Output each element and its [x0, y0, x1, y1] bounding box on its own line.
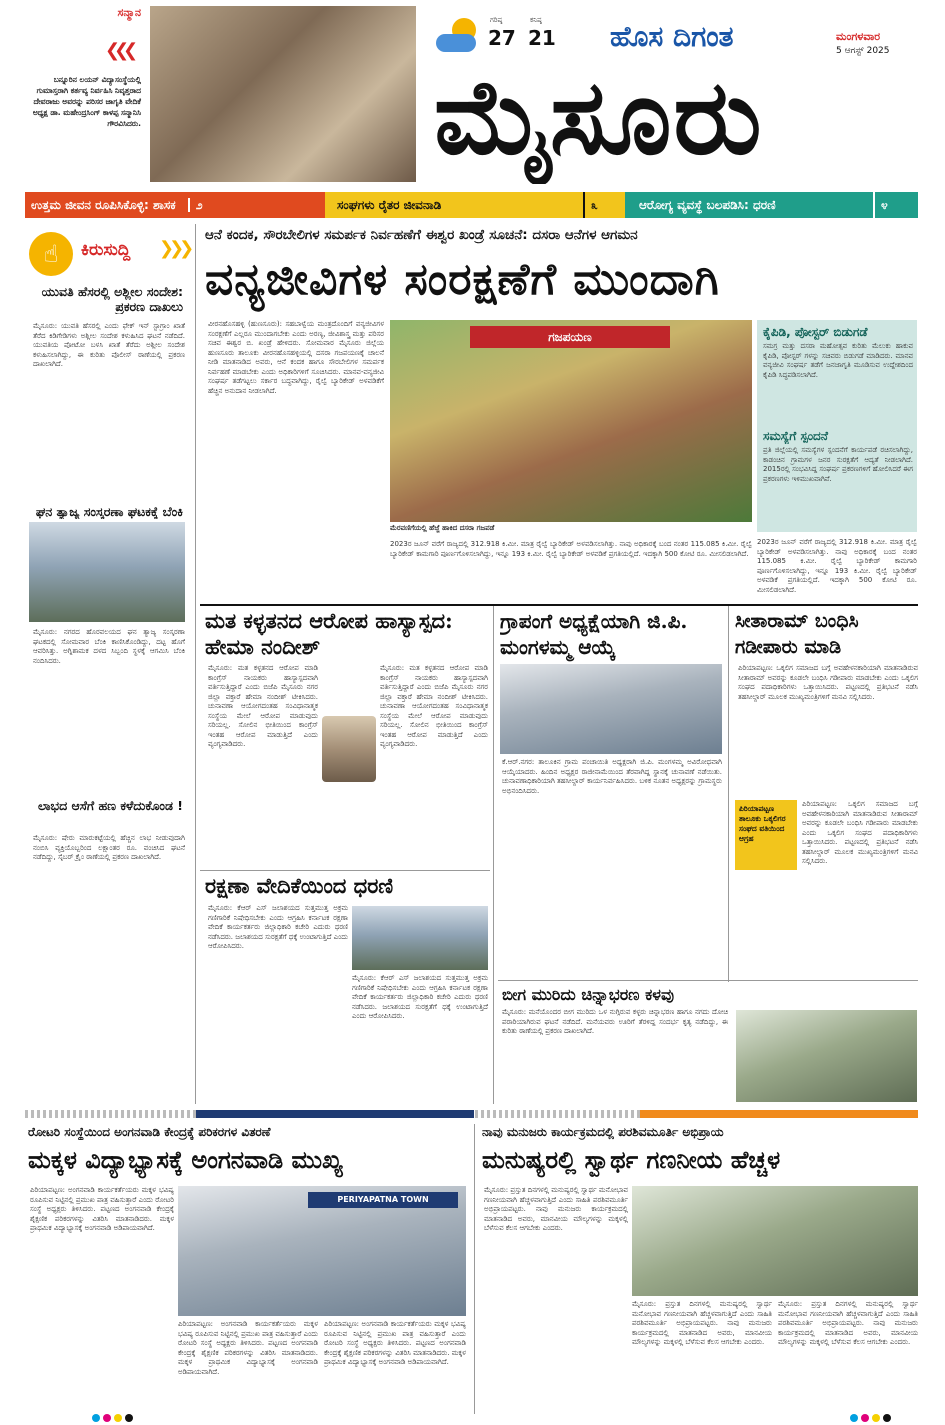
sitaram-body-2: ಪಿರಿಯಾಪಟ್ಟಣ: ಒಕ್ಕಲಿಗ ಸಮಾಜದ ಬಗ್ಗೆ ಅವಹೇಳನಕಾರಿಯಾಗಿ ಮಾತನಾಡಿರುವ ಸೀತಾರಾಮ್ ಅವರನ್ನು ಕೂಡಲೇ ಬಂಧಿಸಿ ಗಡೀಪಾರು ಮಾಡಬೇಕು ಎಂದು ಒಕ್ಕಲಿಗ ಸಂಘದ ಪದಾಧಿಕಾರಿಗಳು ಒತ್ತಾಯಿಸಿದರು. ಪಟ್ಟಣದಲ್ಲಿ ಪ್ರತಿಭಟನೆ ನಡೆಸಿ ತಹಸೀಲ್ದಾರ್ ಮೂಲಕ ಮುಖ್ಯಮಂತ್ರಿಗಳಿಗೆ ಮನವಿ ಸಲ್ಲಿಸಿದರು. — [802, 800, 918, 865]
lead-photo — [390, 320, 752, 522]
lead-headline: ವನ್ಯಜೀವಿಗಳ ಸಂರಕ್ಷಣೆಗೆ ಮುಂದಾಗಿ — [205, 254, 720, 305]
teaser-3-page: ೪ — [873, 192, 888, 218]
grapam-body: ಕೆ.ಆರ್.ನಗರ: ತಾಲೂಕಿನ ಗ್ರಾಮ ಪಂಚಾಯಿತಿ ಅಧ್ಯಕ್ಷರಾಗಿ ಜಿ.ಪಿ. ಮಂಗಳಮ್ಮ ಅವಿರೋಧವಾಗಿ ಆಯ್ಕೆಯಾದರು. ಹಿಂದಿನ ಅಧ್ಯಕ್ಷರ ರಾಜೀನಾಮೆಯಿಂದ ತೆರವಾಗಿದ್ದ ಸ್ಥಾನಕ್ಕೆ ಚುನಾವಣೆ ನಡೆಯಿತು. ಚುನಾವಣಾಧಿಕಾರಿಯಾಗಿ ತಹಸೀಲ್ದಾರ್ ಕಾರ್ಯನಿರ್ವಹಿಸಿದರು. ಬಳಿಕ ನೂತನ ಅಧ್ಯಕ್ಷರನ್ನು ಗ್ರಾಮಸ್ಥರು ಅಭಿನಂದಿಸಿದರು. — [502, 758, 722, 795]
masthead — [0, 0, 945, 190]
lead-body: ವೀರನಹೊಸಹಳ್ಳಿ (ಹುಣಸೂರು): ಸಹಬಾಳ್ವೆಯ ಮಂತ್ರದೊಂದಿಗೆ ವನ್ಯಜೀವಿಗಳ ಸಂರಕ್ಷಣೆಗೆ ಎಲ್ಲರೂ ಮುಂದಾಗಬೇಕು ಎಂದು ಅರಣ್ಯ, ಜೀವಿಶಾಸ್ತ್ರ ಮತ್ತು ಪರಿಸರ ಸಚಿವ ಈಶ್ವರ ಬಿ. ಖಂಡ್ರೆ ಹೇಳಿದರು. ಸೋಮವಾರ ಮೈಸೂರು ಜಿಲ್ಲೆಯ ಹುಣಸೂರು ತಾಲೂಕು ವೀರನಹೊಸಹಳ್ಳಿಯಲ್ಲಿ ದಸರಾ ಗಜಪಯಣಕ್ಕೆ ಚಾಲನೆ ನೀಡಿ ಮಾತನಾಡಿದ ಅವರು, ಆನೆ ಕಂದಕ ಹಾಗೂ ಸೌರಬೇಲಿಗಳ ಸಮರ್ಪಕ ನಿರ್ವಹಣೆ ಮಾಡಬೇಕು ಎಂದು ಅಧಿಕಾರಿಗಳಿಗೆ ಸೂಚಿಸಿದರು. ಮಾನವ-ವನ್ಯಜೀವಿ ಸಂಘರ್ಷ ತಡೆಗಟ್ಟಲು ಸರ್ಕಾರ ಬದ್ಧವಾಗಿದ್ದು, ರೈಲ್ವೆ ಬ್ಯಾರಿಕೇಡ್ ಅಳವಡಿಕೆಗೆ ಹೆಚ್ಚಿನ ಅನುದಾನ ನೀಡಲಾಗಿದೆ. — [208, 320, 384, 395]
grapam-headline: ಗ್ರಾಪಂಗೆ ಅಧ್ಯಕ್ಷೆಯಾಗಿ ಜಿ.ಪಿ. ಮಂಗಳಮ್ಮ ಆಯ್ಕೆ — [500, 609, 688, 659]
lead-body-3: 2023ರ ಜೂನ್ ವರೆಗೆ ರಾಜ್ಯದಲ್ಲಿ 312.918 ಕಿ.ಮೀ. ಮಾತ್ರ ರೈಲ್ವೆ ಬ್ಯಾರಿಕೇಡ್ ಅಳವಡಿಸಲಾಗಿತ್ತು. ನಾವು ಅಧಿಕಾರಕ್ಕೆ ಬಂದ ನಂತರ 115.085 ಕಿ.ಮೀ. ರೈಲ್ವೆ ಬ್ಯಾರಿಕೇಡ್ ಕಾಮಗಾರಿ ಪೂರ್ಣಗೊಳಿಸಲಾಗಿದ್ದು, ಇನ್ನೂ 193 ಕಿ.ಮೀ. ರೈಲ್ವೆ ಬ್ಯಾರಿಕೇಡ್ ಅಳವಡಿಕೆ ಪ್ರಗತಿಯಲ್ಲಿದೆ. ಇದಕ್ಕಾಗಿ 500 ಕೋಟಿ ರೂ. ಮೀಸಲಿಡಲಾಗಿದೆ. — [757, 538, 917, 594]
kirusuddi-column — [25, 224, 190, 1104]
rakshana-body-2: ಮೈಸೂರು: ಕೆಆರ್ ಎಸ್ ಜಲಾಶಯದ ಸುತ್ತಮುತ್ತ ಅಕ್ರಮ ಗಣಿಗಾರಿಕೆ ನಿಷೇಧಿಸಬೇಕು ಎಂದು ಆಗ್ರಹಿಸಿ ಕರ್ನಾಟಕ ರಕ್ಷಣಾ ವೇದಿಕೆ ಕಾರ್ಯಕರ್ತರು ಜಿಲ್ಲಾಧಿಕಾರಿ ಕಚೇರಿ ಎದುರು ಧರಣಿ ನಡೆಸಿದರು. ಜಲಾಶಯದ ಸುರಕ್ಷತೆಗೆ ಧಕ್ಕೆ ಉಂಟಾಗುತ್ತಿದೆ ಎಂದು ಆರೋಪಿಸಿದರು. — [352, 974, 488, 1020]
side-box-2-body: ಪ್ರತಿ ಜಿಲ್ಲೆಯಲ್ಲಿ ಸಮಸ್ಯೆಗಳ ಸ್ಪಂದನೆಗೆ ಕಾರ್ಯಪಡೆ ರಚಿಸಲಾಗಿದ್ದು, ಕಾಡಂಚಿನ ಗ್ರಾಮಗಳ ಜನರ ಸುರಕ್ಷತೆಗೆ ಆದ್ಯತೆ ನೀಡಲಾಗಿದೆ. 2015ರಲ್ಲಿ ಸಂಭವಿಸಿದ್ದ ಸಂಘರ್ಷ ಪ್ರಕರಣಗಳಿಗೆ ಹೋಲಿಸಿದರೆ ಈಗ ಪ್ರಕರಣಗಳು ಇಳಿಮುಖವಾಗಿವೆ. — [763, 446, 913, 483]
anganwadi-body-2: ಪಿರಿಯಾಪಟ್ಟಣ: ಅಂಗನವಾಡಿ ಕಾರ್ಯಕರ್ತೆಯರು ಮಕ್ಕಳ ಭವಿಷ್ಯ ರೂಪಿಸುವ ನಿಟ್ಟಿನಲ್ಲಿ ಪ್ರಮುಖ ಪಾತ್ರ ವಹಿಸುತ್ತಾರೆ ಎಂದು ರೋಟರಿ ಸಂಸ್ಥೆ ಅಧ್ಯಕ್ಷರು ತಿಳಿಸಿದರು. ಪಟ್ಟಣದ ಅಂಗನವಾಡಿ ಕೇಂದ್ರಕ್ಕೆ ಶೈಕ್ಷಣಿಕ ಪರಿಕರಗಳನ್ನು ವಿತರಿಸಿ ಮಾತನಾಡಿದರು. ಮಕ್ಕಳ ಪ್ರಾಥಮಿಕ ವಿದ್ಯಾಭ್ಯಾಸಕ್ಕೆ ಅಂಗನವಾಡಿ ಅಡಿಪಾಯವಾಗಿದೆ. — [178, 1320, 318, 1376]
lead-body-2: 2023ರ ಜೂನ್ ವರೆಗೆ ರಾಜ್ಯದಲ್ಲಿ 312.918 ಕಿ.ಮೀ. ಮಾತ್ರ ರೈಲ್ವೆ ಬ್ಯಾರಿಕೇಡ್ ಅಳವಡಿಸಲಾಗಿತ್ತು. ನಾವು ಅಧಿಕಾರಕ್ಕೆ ಬಂದ ನಂತರ 115.085 ಕಿ.ಮೀ. ರೈಲ್ವೆ ಬ್ಯಾರಿಕೇಡ್ ಕಾಮಗಾರಿ ಪೂರ್ಣಗೊಳಿಸಲಾಗಿದ್ದು, ಇನ್ನೂ 193 ಕಿ.ಮೀ. ರೈಲ್ವೆ ಬ್ಯಾರಿಕೇಡ್ ಅಳವಡಿಕೆ ಪ್ರಗತಿಯಲ್ಲಿದೆ. ಇದಕ್ಕಾಗಿ 500 ಕೋಟಿ ರೂ. ಮೀಸಲಿಡಲಾಗಿದೆ. — [390, 540, 752, 558]
masthead-photo-caption: ಬನ್ನೂರಿನ ಲಯನ್ ವಿದ್ಯಾಸಂಸ್ಥೆಯಲ್ಲಿ ಗುಮಾಸ್ತರಾಗಿ ಕರ್ತವ್ಯ ನಿರ್ವಹಿಸಿ ನಿವೃತ್ತರಾದ ದೇವರಾಜು ಅವರನ್ನು ಪರಿಸರ ಜಾಗೃತಿ ವೇದಿಕೆ ಅಧ್ಯಕ್ಷ ಡಾ. ಮಹೇಂದ್ರಸಿಂಗ್ ಕಾಳಪ್ಪ ಸನ್ಮಾನಿಸಿ ಗೌರವಿಸಿದರು. — [32, 75, 141, 128]
issue-date: 5 ಆಗಸ್ಟ್ 2025 — [836, 46, 890, 56]
anganwadi-kicker: ರೋಟರಿ ಸಂಸ್ಥೆಯಿಂದ ಅಂಗನವಾಡಿ ಕೇಂದ್ರಕ್ಕೆ ಪರಿಕರಗಳ ವಿತರಣೆ — [28, 1125, 271, 1139]
kirusuddi-label: ಕಿರುಸುದ್ದಿ — [81, 240, 131, 260]
issue-day: ಮಂಗಳವಾರ — [836, 30, 881, 43]
side-box-1-body: ಸಮಗ್ರ ಮತ್ತು ದಸರಾ ಮಹೋತ್ಸವ ಕುರಿತು ಮೆಲುಕು ಹಾಕುವ ಕೈಪಿಡಿ, ಪೋಸ್ಟರ್ ಗಳನ್ನು ಸಚಿವರು ಬಿಡುಗಡೆ ಮಾಡಿದರು. ಮಾನವ ವನ್ಯಜೀವಿ ಸಂಘರ್ಷ ತಡೆಗೆ ಜನಜಾಗೃತಿ ಮೂಡಿಸುವ ಉದ್ದೇಶದಿಂದ ಕೈಪಿಡಿ ಸಿದ್ಧಪಡಿಸಲಾಗಿದೆ. — [763, 342, 913, 379]
hema-headline: ಮತ ಕಳ್ಳತನದ ಆರೋಪ ಹಾಸ್ಯಾಸ್ಪದ: ಹೇಮಾ ನಂದೀಶ್ — [205, 608, 453, 659]
hema-portrait — [322, 716, 376, 782]
chinna-body: ಮೈಸೂರು: ಮನೆಯೊಂದರ ಬೀಗ ಮುರಿದು ಒಳ ನುಗ್ಗಿರುವ ಕಳ್ಳರು ಚಿನ್ನಾಭರಣ ಹಾಗೂ ನಗದು ದೋಚಿ ಪರಾರಿಯಾಗಿರುವ ಘಟನೆ ನಡೆದಿದೆ. ಮನೆಯವರು ಊರಿಗೆ ತೆರಳಿದ್ದ ಸಂದರ್ಭ ಕೃತ್ಯ ನಡೆದಿದ್ದು, ಈ ಕುರಿತು ಠಾಣೆಯಲ್ಲಿ ಪ್ರಕರಣ ದಾಖಲಾಗಿದೆ. — [502, 1008, 728, 1035]
bottom-accent-orange — [640, 1110, 918, 1118]
manushya-headline: ಮನುಷ್ಯರಲ್ಲಿ ಸ್ವಾರ್ಥ ಗಣನೀಯ ಹೆಚ್ಚಳ — [482, 1145, 781, 1174]
registration-marks-left — [92, 1414, 142, 1424]
anganwadi-photo-banner: PERIYAPATNA TOWN — [308, 1192, 458, 1208]
teaser-1[interactable] — [25, 192, 325, 218]
teaser-3-text: ಆರೋಗ್ಯ ವ್ಯವಸ್ಥೆ ಬಲಪಡಿಸಿ: ಧರಣಿ — [639, 198, 776, 212]
teaser-2[interactable] — [325, 192, 625, 218]
temp-max-label: ಗರಿಷ್ಠ — [490, 16, 503, 24]
chevron-right-icon: ❯❯❯ — [159, 238, 190, 259]
kirusuddi-item-2-photo — [29, 522, 185, 622]
teaser-1-text: ಉತ್ತಮ ಜೀವನ ರೂಪಿಸಿಕೊಳ್ಳಿ: ಶಾಸಕ — [31, 198, 176, 212]
sun-cloud-icon — [436, 18, 484, 54]
sitaram-body: ಪಿರಿಯಾಪಟ್ಟಣ: ಒಕ್ಕಲಿಗ ಸಮಾಜದ ಬಗ್ಗೆ ಅವಹೇಳನಕಾರಿಯಾಗಿ ಮಾತನಾಡಿರುವ ಸೀತಾರಾಮ್ ಅವರನ್ನು ಕೂಡಲೇ ಬಂಧಿಸಿ ಗಡೀಪಾರು ಮಾಡಬೇಕು ಎಂದು ಒಕ್ಕಲಿಗ ಸಂಘದ ಪದಾಧಿಕಾರಿಗಳು ಒತ್ತಾಯಿಸಿದರು. ಪಟ್ಟಣದಲ್ಲಿ ಪ್ರತಿಭಟನೆ ನಡೆಸಿ ತಹಸೀಲ್ದಾರ್ ಮೂಲಕ ಮುಖ್ಯಮಂತ್ರಿಗಳಿಗೆ ಮನವಿ ಸಲ್ಲಿಸಿದರು. — [738, 664, 918, 701]
hema-body-col2: ಮೈಸೂರು: ಮತ ಕಳ್ಳತನದ ಆರೋಪ ಮಾಡಿ ಕಾಂಗ್ರೆಸ್ ನಾಯಕರು ಹಾಸ್ಯಾಸ್ಪದವಾಗಿ ವರ್ತಿಸುತ್ತಿದ್ದಾರೆ ಎಂದು ಬಿಜೆಪಿ ಮೈಸೂರು ನಗರ ಜಿಲ್ಲಾ ವಕ್ತಾರೆ ಹೇಮಾ ನಂದೀಶ್ ಟೀಕಿಸಿದರು. ಚುನಾವಣಾ ಆಯೋಗದಂತಹ ಸಂವಿಧಾನಾತ್ಮಕ ಸಂಸ್ಥೆಯ ಮೇಲೆ ಆರೋಪ ಮಾಡುವುದು ಸರಿಯಲ್ಲ. ಸೋಲಿನ ಭೀತಿಯಿಂದ ಕಾಂಗ್ರೆಸ್ ಇಂತಹ ಆರೋಪ ಮಾಡುತ್ತಿದೆ ಎಂದು ವ್ಯಂಗ್ಯವಾಡಿದರು. — [380, 664, 488, 748]
lead-kicker: ಆನೆ ಕಂದಕ, ಸೌರಬೇಲಿಗಳ ಸಮರ್ಪಕ ನಿರ್ವಹಣೆಗೆ ಈಶ್ವರ ಖಂಡ್ರೆ ಸೂಚನೆ: ದಸರಾ ಆನೆಗಳ ಆಗಮನ — [205, 227, 638, 243]
teaser-2-page: ೩ — [583, 192, 598, 218]
anganwadi-photo — [178, 1186, 466, 1316]
chinna-headline: ಬೀಗ ಮುರಿದು ಚಿನ್ನಾಭರಣ ಕಳವು — [502, 985, 675, 1004]
masthead-photo — [150, 6, 416, 182]
manushya-body: ಮೈಸೂರು: ಪ್ರಸ್ತುತ ದಿನಗಳಲ್ಲಿ ಮನುಷ್ಯರಲ್ಲಿ ಸ್ವಾರ್ಥ ಮನೋಭಾವ ಗಣನೀಯವಾಗಿ ಹೆಚ್ಚಳವಾಗುತ್ತಿದೆ ಎಂದು ಸಾಹಿತಿ ಪರಶಿವಮೂರ್ತಿ ಅಭಿಪ್ರಾಯಪಟ್ಟರು. ನಾವು ಮನುಜರು ಕಾರ್ಯಕ್ರಮದಲ್ಲಿ ಮಾತನಾಡಿದ ಅವರು, ಮಾನವೀಯ ಮೌಲ್ಯಗಳನ್ನು ಮಕ್ಕಳಲ್ಲಿ ಬೆಳೆಸುವ ಕೆಲಸ ಆಗಬೇಕು ಎಂದರು. — [484, 1186, 628, 1232]
hema-body-col1: ಮೈಸೂರು: ಮತ ಕಳ್ಳತನದ ಆರೋಪ ಮಾಡಿ ಕಾಂಗ್ರೆಸ್ ನಾಯಕರು ಹಾಸ್ಯಾಸ್ಪದವಾಗಿ ವರ್ತಿಸುತ್ತಿದ್ದಾರೆ ಎಂದು ಬಿಜೆಪಿ ಮೈಸೂರು ನಗರ ಜಿಲ್ಲಾ ವಕ್ತಾರೆ ಹೇಮಾ ನಂದೀಶ್ ಟೀಕಿಸಿದರು. ಚುನಾವಣಾ ಆಯೋಗದಂತಹ ಸಂವಿಧಾನಾತ್ಮಕ ಸಂಸ್ಥೆಯ ಮೇಲೆ ಆರೋಪ ಮಾಡುವುದು ಸರಿಯಲ್ಲ. ಸೋಲಿನ ಭೀತಿಯಿಂದ ಕಾಂಗ್ರೆಸ್ ಇಂತಹ ಆರೋಪ ಮಾಡುತ್ತಿದೆ ಎಂದು ವ್ಯಂಗ್ಯವಾಡಿದರು. — [208, 664, 318, 748]
sitaram-headline: ಸೀತಾರಾಮ್ ಬಂಧಿಸಿ ಗಡೀಪಾರು ಮಾಡಿ — [735, 610, 859, 658]
kirusuddi-item-2-title: ಘನ ತ್ಯಾಜ್ಯ ಸಂಸ್ಕರಣಾ ಘಟಕಕ್ಕೆ ಬೆಂಕಿ — [35, 504, 183, 519]
kirusuddi-item-2-body: ಮೈಸೂರು: ನಗರದ ಹೊರವಲಯದ ಘನ ತ್ಯಾಜ್ಯ ಸಂಸ್ಕರಣಾ ಘಟಕದಲ್ಲಿ ಸೋಮವಾರ ಬೆಂಕಿ ಕಾಣಿಸಿಕೊಂಡಿದ್ದು, ದಟ್ಟ ಹೊಗೆ ಆವರಿಸಿತ್ತು. ಅಗ್ನಿಶಾಮಕ ದಳದ ಸಿಬ್ಬಂದಿ ಸ್ಥಳಕ್ಕೆ ಆಗಮಿಸಿ ಬೆಂಕಿ ನಂದಿಸಿದರು. — [33, 628, 185, 665]
temp-min-label: ಕನಿಷ್ಠ — [530, 16, 542, 24]
chevron-left-icon: ❮❮❮ — [105, 40, 133, 61]
manushya-body-2: ಮೈಸೂರು: ಪ್ರಸ್ತುತ ದಿನಗಳಲ್ಲಿ ಮನುಷ್ಯರಲ್ಲಿ ಸ್ವಾರ್ಥ ಮನೋಭಾವ ಗಣನೀಯವಾಗಿ ಹೆಚ್ಚಳವಾಗುತ್ತಿದೆ ಎಂದು ಸಾಹಿತಿ ಪರಶಿವಮೂರ್ತಿ ಅಭಿಪ್ರಾಯಪಟ್ಟರು. ನಾವು ಮನುಜರು ಕಾರ್ಯಕ್ರಮದಲ್ಲಿ ಮಾತನಾಡಿದ ಅವರು, ಮಾನವೀಯ ಮೌಲ್ಯಗಳನ್ನು ಮಕ್ಕಳಲ್ಲಿ ಬೆಳೆಸುವ ಕೆಲಸ ಆಗಬೇಕು ಎಂದರು. — [632, 1300, 772, 1346]
kirusuddi-item-1-title: ಯುವತಿ ಹೆಸರಲ್ಲಿ ಅಶ್ಲೀಲ ಸಂದೇಶ: ಪ್ರಕರಣ ದಾಖಲು — [41, 284, 183, 314]
rakshana-headline: ರಕ್ಷಣಾ ವೇದಿಕೆಯಿಂದ ಧರಣಿ — [205, 873, 394, 898]
kirusuddi-header — [29, 228, 190, 280]
registration-marks-right — [850, 1414, 900, 1424]
side-box-1-title: ಕೈಪಿಡಿ, ಪೋಸ್ಟರ್ ಬಿಡುಗಡೆ — [763, 325, 868, 339]
side-box-2-title: ಸಮಸ್ಯೆಗೆ ಸ್ಪಂದನೆ — [763, 429, 828, 443]
column-divider-3 — [728, 606, 729, 982]
teaser-bar — [25, 192, 918, 218]
kirusuddi-item-3-body: ಮೈಸೂರು: ಷೇರು ಮಾರುಕಟ್ಟೆಯಲ್ಲಿ ಹೆಚ್ಚಿನ ಲಾಭ ನೀಡುವುದಾಗಿ ನಂಬಿಸಿ ವ್ಯಕ್ತಿಯೊಬ್ಬರಿಂದ ಲಕ್ಷಾಂತರ ರೂ. ವಂಚಿಸಿದ ಘಟನೆ ನಡೆದಿದ್ದು, ಸೈಬರ್ ಕ್ರೈಂ ಠಾಣೆಯಲ್ಲಿ ಪ್ರಕರಣ ದಾಖಲಾಗಿದೆ. — [33, 834, 185, 861]
section-rule-3 — [498, 980, 918, 981]
chinna-photo — [736, 1010, 917, 1102]
teaser-2-text: ಸಂಘಗಳು ರೈತರ ಜೀವನಾಡಿ — [337, 198, 442, 212]
section-rule-2 — [200, 870, 490, 871]
manushya-body-3: ಮೈಸೂರು: ಪ್ರಸ್ತುತ ದಿನಗಳಲ್ಲಿ ಮನುಷ್ಯರಲ್ಲಿ ಸ್ವಾರ್ಥ ಮನೋಭಾವ ಗಣನೀಯವಾಗಿ ಹೆಚ್ಚಳವಾಗುತ್ತಿದೆ ಎಂದು ಸಾಹಿತಿ ಪರಶಿವಮೂರ್ತಿ ಅಭಿಪ್ರಾಯಪಟ್ಟರು. ನಾವು ಮನುಜರು ಕಾರ್ಯಕ್ರಮದಲ್ಲಿ ಮಾತನಾಡಿದ ಅವರು, ಮಾನವೀಯ ಮೌಲ್ಯಗಳನ್ನು ಮಕ್ಕಳಲ್ಲಿ ಬೆಳೆಸುವ ಕೆಲಸ ಆಗಬೇಕು ಎಂದರು. — [778, 1300, 918, 1346]
rakshana-photo — [352, 906, 488, 970]
section-rule — [200, 604, 918, 606]
teaser-3[interactable] — [625, 192, 918, 218]
lead-side-box — [757, 320, 917, 532]
temp-max: 27 — [488, 26, 516, 50]
rakshana-body: ಮೈಸೂರು: ಕೆಆರ್ ಎಸ್ ಜಲಾಶಯದ ಸುತ್ತಮುತ್ತ ಅಕ್ರಮ ಗಣಿಗಾರಿಕೆ ನಿಷೇಧಿಸಬೇಕು ಎಂದು ಆಗ್ರಹಿಸಿ ಕರ್ನಾಟಕ ರಕ್ಷಣಾ ವೇದಿಕೆ ಕಾರ್ಯಕರ್ತರು ಜಿಲ್ಲಾಧಿಕಾರಿ ಕಚೇರಿ ಎದುರು ಧರಣಿ ನಡೆಸಿದರು. ಜಲಾಶಯದ ಸುರಕ್ಷತೆಗೆ ಧಕ್ಕೆ ಉಂಟಾಗುತ್ತಿದೆ ಎಂದು ಆರೋಪಿಸಿದರು. — [208, 904, 348, 950]
hand-point-icon: ☝ — [29, 232, 73, 276]
kirusuddi-item-1-body: ಮೈಸೂರು: ಯುವತಿ ಹೆಸರಲ್ಲಿ ಎಂದು ಫೇಕ್ ಇನ್ ಸ್ಟಾಗ್ರಾಂ ಖಾತೆ ತೆರೆದ ಕಿಡಿಗೇಡಿಗಳು ಅಶ್ಲೀಲ ಸಂದೇಶ ಕಳುಹಿಸಿದ ಘಟನೆ ನಡೆದಿದೆ. ಯುವತಿಯ ಪೋಟೋ ಬಳಸಿ ಖಾತೆ ತೆರೆದು ಅಶ್ಲೀಲ ಸಂದೇಶ ಕಳುಹಿಸಲಾಗಿದ್ದು, ಈ ಕುರಿತು ಪೊಲೀಸ್ ಠಾಣೆಯಲ್ಲಿ ಪ್ರಕರಣ ದಾಖಲಾಗಿದೆ. — [33, 322, 185, 368]
section-tag: ಸನ್ಮಾನ — [117, 6, 141, 19]
anganwadi-headline: ಮಕ್ಕಳ ವಿದ್ಯಾಭ್ಯಾಸಕ್ಕೆ ಅಂಗನವಾಡಿ ಮುಖ್ಯ — [28, 1145, 343, 1174]
manushya-photo — [632, 1186, 918, 1296]
manushya-kicker: ನಾವು ಮನುಜರು ಕಾರ್ಯಕ್ರಮದಲ್ಲಿ ಪರಶಿವಮೂರ್ತಿ ಅಭಿಪ್ರಾಯ — [482, 1125, 724, 1139]
city-title: ಮೈಸೂರು — [434, 55, 764, 178]
bottom-accent-blue — [196, 1110, 474, 1118]
lead-photo-caption: ಮೆರವಣಿಗೆಯಲ್ಲಿ ಹೆಜ್ಜೆ ಹಾಕಿದ ದಸರಾ ಗಜಪಡೆ — [390, 524, 495, 532]
lead-photo-banner: ಗಜಪಯಣ — [470, 326, 670, 348]
sitaram-callout-text: ಪಿರಿಯಾಪಟ್ಟಣ ತಾಲೂಕು ಒಕ್ಕಲಿಗರ ಸಂಘದ ವತಿಯಿಂದ ಆಗ್ರಹ — [739, 804, 786, 843]
grapam-photo — [500, 664, 722, 754]
kirusuddi-item-3-title: ಲಾಭದ ಆಸೆಗೆ ಹಣ ಕಳೆದುಕೊಂಡ ! — [38, 798, 183, 813]
brand-name: ಹೊಸ ದಿಗಂತ — [610, 20, 734, 53]
teaser-1-page: ೨ — [188, 198, 203, 212]
sitaram-callout — [735, 800, 797, 870]
anganwadi-body: ಪಿರಿಯಾಪಟ್ಟಣ: ಅಂಗನವಾಡಿ ಕಾರ್ಯಕರ್ತೆಯರು ಮಕ್ಕಳ ಭವಿಷ್ಯ ರೂಪಿಸುವ ನಿಟ್ಟಿನಲ್ಲಿ ಪ್ರಮುಖ ಪಾತ್ರ ವಹಿಸುತ್ತಾರೆ ಎಂದು ರೋಟರಿ ಸಂಸ್ಥೆ ಅಧ್ಯಕ್ಷರು ತಿಳಿಸಿದರು. ಪಟ್ಟಣದ ಅಂಗನವಾಡಿ ಕೇಂದ್ರಕ್ಕೆ ಶೈಕ್ಷಣಿಕ ಪರಿಕರಗಳನ್ನು ವಿತರಿಸಿ ಮಾತನಾಡಿದರು. ಮಕ್ಕಳ ಪ್ರಾಥಮಿಕ ವಿದ್ಯಾಭ್ಯಾಸಕ್ಕೆ ಅಂಗನವಾಡಿ ಅಡಿಪಾಯವಾಗಿದೆ. — [30, 1186, 174, 1232]
temp-min: 21 — [528, 26, 556, 50]
anganwadi-body-3: ಪಿರಿಯಾಪಟ್ಟಣ: ಅಂಗನವಾಡಿ ಕಾರ್ಯಕರ್ತೆಯರು ಮಕ್ಕಳ ಭವಿಷ್ಯ ರೂಪಿಸುವ ನಿಟ್ಟಿನಲ್ಲಿ ಪ್ರಮುಖ ಪಾತ್ರ ವಹಿಸುತ್ತಾರೆ ಎಂದು ರೋಟರಿ ಸಂಸ್ಥೆ ಅಧ್ಯಕ್ಷರು ತಿಳಿಸಿದರು. ಪಟ್ಟಣದ ಅಂಗನವಾಡಿ ಕೇಂದ್ರಕ್ಕೆ ಶೈಕ್ಷಣಿಕ ಪರಿಕರಗಳನ್ನು ವಿತರಿಸಿ ಮಾತನಾಡಿದರು. ಮಕ್ಕಳ ಪ್ರಾಥಮಿಕ ವಿದ್ಯಾಭ್ಯಾಸಕ್ಕೆ ಅಂಗನವಾಡಿ ಅಡಿಪಾಯವಾಗಿದೆ. — [324, 1320, 466, 1366]
column-divider-4 — [474, 1124, 475, 1414]
column-divider — [195, 224, 196, 1104]
column-divider-2 — [493, 606, 494, 1104]
masthead-photo-caption-column — [25, 4, 145, 182]
